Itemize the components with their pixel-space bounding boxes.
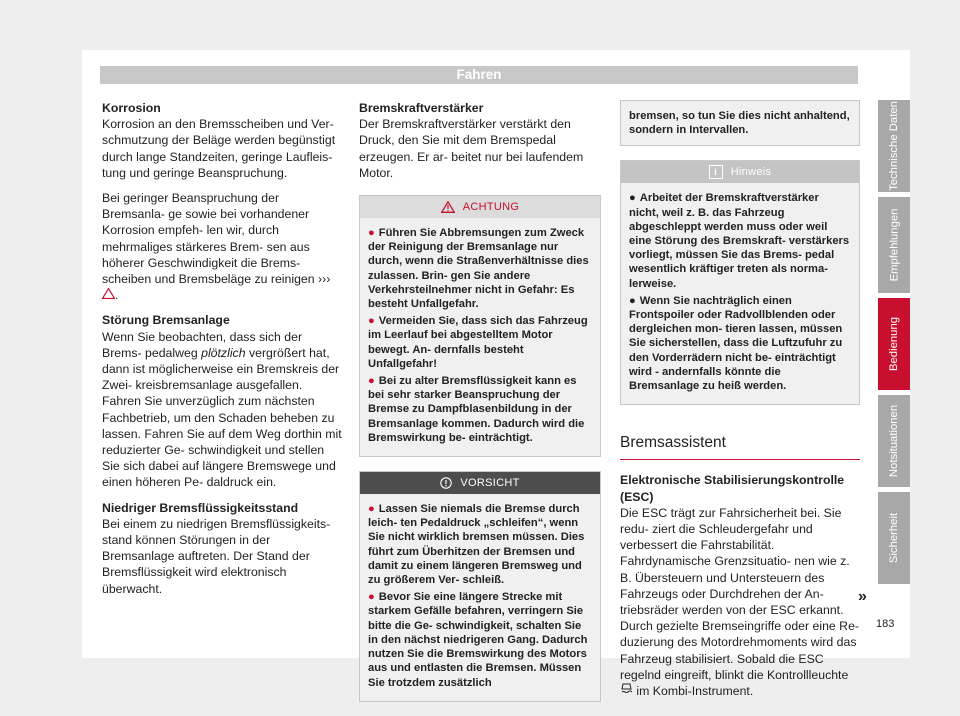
vorsicht-box bbox=[359, 471, 601, 702]
achtung-item-text: Führen Sie Abbremsungen zum Zweck der Reinigung der Bremsanlage nur durch, wenn die Straßenverhältnisse dies zulassen. Brin- gen Sie andere Verkehrsteilnehmer nicht in Gefahr: Es besteht Unfallgefahr. bbox=[368, 227, 589, 311]
column-3 bbox=[620, 100, 860, 708]
vorsicht-continuation-body: bremsen, so tun Sie dies nicht anhaltend, sondern in Intervallen. bbox=[621, 101, 859, 145]
hinweis-item-text: Arbeitet der Bremskraftverstärker nicht, weil z. B. das Fahrzeug abgeschleppt werden muss oder weil eine Störung des Bremskraft- verstärkers vorliegt, müssen Sie das Brems- pedal wesentlich kräftiger treten als norma- lerweise. bbox=[629, 192, 850, 290]
warning-triangle-icon bbox=[441, 201, 455, 213]
paragraph-korrosion-1: Korrosion an den Bremsscheiben und Ver- schmutzung der Beläge werden begünstigt durch lange Standzeiten, geringe Laufleis- tung und geringe Beanspruchung. bbox=[102, 117, 336, 180]
bullet-icon: ● bbox=[368, 591, 375, 604]
page-title: Fahren bbox=[456, 67, 502, 82]
column-2 bbox=[359, 100, 601, 716]
info-icon: i bbox=[709, 165, 723, 179]
paragraph-korrosion-2: Bei geringer Beanspruchung der Bremsanla- ge sowie bei vorhandener Korrosion empfeh- len wir, durch mehrmaliges stärkeres Brem- sen aus höherer Geschwindigkeit die Brems- scheiben und Bremsbeläge zu reinigen ››› . bbox=[102, 191, 331, 303]
vorsicht-body bbox=[360, 494, 600, 701]
vorsicht-item bbox=[368, 590, 592, 689]
hinweis-label: Hinweis bbox=[730, 166, 772, 179]
continue-arrow: » bbox=[858, 588, 867, 605]
heading-esc: Elektronische Stabilisierungskontrolle (ESC) bbox=[620, 473, 845, 504]
heading-bremsfluessigkeitsstand: Niedriger Bremsflüssigkeitsstand bbox=[102, 500, 299, 515]
page-number: 183 bbox=[876, 618, 895, 630]
tab-label: Notsituationen bbox=[888, 404, 901, 478]
header-bar bbox=[100, 66, 858, 84]
tab-sicherheit[interactable] bbox=[878, 492, 910, 584]
paragraph-esc-text-end: im Kombi-Instrument. bbox=[633, 684, 754, 699]
bullet-icon: ● bbox=[368, 227, 375, 240]
vorsicht-header bbox=[360, 472, 600, 494]
tab-technische-daten[interactable] bbox=[878, 100, 910, 192]
vorsicht-continuation-box bbox=[620, 100, 860, 146]
achtung-item bbox=[368, 314, 592, 371]
paragraph-esc-text: Die ESC trägt zur Fahrsicherheit bei. Sie redu- ziert die Schleudergefahr und verbessert die Fahrstabilität. Fahrdynamische Grenzsituatio- nen wie z. B. Übersteuern und Untersteuern des Fahrzeugs oder Durchdrehen der An- triebsräder werden von der ESC erkannt. Durch gezielte Bremseingriffe oder eine Re- duzierung des Motordrehmoments wird das Fahrzeug stabilisiert. Sobald die ESC regelnd eingreift, blinkt die Kontrollleuchte bbox=[620, 505, 859, 682]
warning-triangle-icon bbox=[102, 288, 115, 299]
tab-label: Empfehlungen bbox=[888, 208, 901, 282]
paragraph-korrosion-2-text: Bei geringer Beanspruchung der Bremsanla- ge sowie bei vorhandener Korrosion empfeh- len wir, durch mehrmaliges stärkeres Brem- sen aus höherer Geschwindigkeit die Brems- scheiben und Bremsbeläge zu reinigen ››› bbox=[102, 191, 331, 287]
achtung-item bbox=[368, 374, 592, 445]
achtung-box bbox=[359, 195, 601, 457]
achtung-item-text: Vermeiden Sie, dass sich das Fahrzeug im Leerlauf bei abgestelltem Motor bewegt. An- dernfalls besteht Unfallgefahr! bbox=[368, 315, 588, 370]
tab-label: Bedienung bbox=[888, 316, 900, 372]
bullet-icon: ● bbox=[629, 294, 636, 307]
paragraph-stoerung-text-a: Wenn Sie beobachten, dass sich der Brems- pedalweg bbox=[102, 329, 303, 360]
paragraph-esc bbox=[620, 505, 860, 699]
hinweis-box bbox=[620, 160, 860, 405]
bullet-icon: ● bbox=[368, 375, 375, 388]
tab-empfehlungen[interactable] bbox=[878, 197, 910, 293]
hinweis-header bbox=[621, 161, 859, 183]
heading-korrosion: Korrosion bbox=[102, 101, 161, 115]
column-1 bbox=[102, 100, 342, 606]
paragraph-stoerung-emphasis: plötzlich bbox=[201, 345, 246, 360]
vorsicht-item bbox=[368, 502, 592, 587]
achtung-label: ACHTUNG bbox=[462, 200, 520, 213]
bullet-icon: ● bbox=[368, 315, 375, 328]
vorsicht-label: VORSICHT bbox=[460, 476, 520, 489]
bullet-icon: ● bbox=[629, 192, 636, 205]
tab-label: Sicherheit bbox=[888, 512, 900, 564]
heading-bremskraftverstaerker: Bremskraftverstärker bbox=[359, 101, 484, 115]
bullet-icon: ● bbox=[368, 503, 375, 516]
paragraph-bremsfluessigkeitsstand: Bei einem zu niedrigen Bremsflüssigkeits- stand können Störungen in der Bremsanlage auftreten. Der Stand der Bremsflüssigkeit wird elektronisch überwacht. bbox=[102, 516, 331, 596]
esc-warning-light-icon bbox=[620, 683, 633, 695]
paragraph-bremskraftverstaerker: Der Bremskraftverstärker verstärkt den Druck, den Sie mit dem Bremspedal erzeugen. Er ar- beitet nur bei laufendem Motor. bbox=[359, 117, 584, 180]
vorsicht-item-text: Lassen Sie niemals die Bremse durch leich- ten Pedaldruck „schleifen“, wenn Sie nicht wirklich bremsen müssen. Dies führt zum Überhitzen der Bremsen und damit zu einem längeren Bremsweg und zu größerem Ver- schleiß. bbox=[368, 503, 585, 587]
achtung-item-text: Bei zu alter Bremsflüssigkeit kann es bei sehr starker Beanspruchung der Bremse zu Dampfblasenbildung in der Bremsanlage kommen. Dadurch wird die Bremswirkung be- einträchtigt. bbox=[368, 375, 585, 444]
tab-bedienung[interactable] bbox=[878, 298, 910, 390]
hinweis-item bbox=[629, 294, 851, 393]
achtung-header bbox=[360, 196, 600, 218]
section-title-bremsassistent: Bremsassistent bbox=[620, 429, 860, 460]
heading-stoerung: Störung Bremsanlage bbox=[102, 313, 230, 328]
vorsicht-item-text: Bevor Sie eine längere Strecke mit starkem Gefälle befahren, verringern Sie bitte die Ge- schwindigkeit, schalten Sie in den nächst niedrigeren Gang. Dadurch nutzen Sie die Bremswirkung des Motors aus und entlasten die Bremsen. Müssen Sie trotzdem zusätzlich bbox=[368, 591, 588, 689]
hinweis-body bbox=[621, 183, 859, 404]
tab-notsituationen[interactable] bbox=[878, 395, 910, 487]
hinweis-item-text: Wenn Sie nachträglich einen Frontspoiler oder Radvollblenden oder dergleichen mon- tieren lassen, müssen Sie sicherstellen, dass die Luftzufuhr zu den Vorderrädern nicht be- einträchtigt wird - andernfalls könnte die Bremsanlage zu heiß werden. bbox=[629, 294, 843, 393]
achtung-item bbox=[368, 226, 592, 311]
hinweis-item bbox=[629, 191, 851, 290]
paragraph-stoerung-text-b: vergrößert hat, dann ist möglicherweise ein Bremskreis der Zwei- kreisbremsanlage ausgefallen. Fahren Sie unverzüglich zum nächsten Fachbetrieb, um den Schaden beheben zu lassen. Fahren Sie auf dem Weg dorthin mit reduzierter Ge- schwindigkeit und stellen Sie sich dabei auf längere Bremswege und einen höheren Pe- daldruck ein. bbox=[102, 345, 342, 490]
tab-label: Technische Daten bbox=[888, 101, 900, 191]
achtung-body bbox=[360, 218, 600, 456]
info-circle-icon bbox=[440, 477, 452, 489]
paragraph-stoerung bbox=[102, 329, 342, 491]
